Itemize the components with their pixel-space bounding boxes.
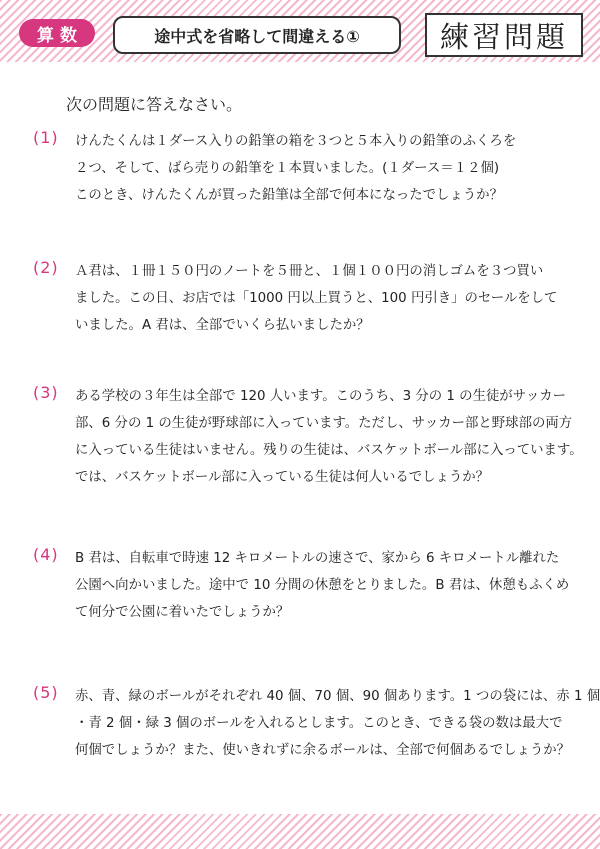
subject-badge: 算数 xyxy=(19,19,95,47)
question-line: 公園へ向かいました。途中で 10 分間の休憩をとりました。B 君は、休憩もふくめ xyxy=(75,578,570,593)
question-line: いました。A 君は、全部でいくら払いましたか？ xyxy=(75,318,370,333)
question-line: ２つ、そして、ばら売りの鉛筆を１本買いました。(１ダース＝１２個) xyxy=(75,161,500,176)
question-text xyxy=(75,258,585,339)
question-text xyxy=(75,128,585,209)
worksheet-title: 途中式を省略して間違える① xyxy=(113,16,401,54)
question-line: B 君は、自転車で時速 12 キロメートルの速さで、家から 6 キロメートル離れた xyxy=(75,551,560,566)
exercise-label: 練習問題 xyxy=(425,13,583,57)
question-line: ました。この日、お店では「1000 円以上買うと、100 円引き」のセールをして xyxy=(75,291,558,306)
question-line: 部、6 分の 1 の生徒が野球部に入っています。ただし、サッカー部と野球部の両方 xyxy=(75,416,573,431)
question-text xyxy=(75,683,600,764)
question-line: けんたくんは１ダース入りの鉛筆の箱を３つと５本入りの鉛筆のふくろを xyxy=(75,134,517,149)
question-number: (1) xyxy=(33,128,59,147)
question-number: (5) xyxy=(33,683,59,702)
question-text xyxy=(75,545,585,626)
question-line: 赤、青、緑のボールがそれぞれ 40 個、70 個、90 個あります。1 つの袋には、赤 1 個 xyxy=(75,689,600,704)
question-line: このとき、けんたくんが買った鉛筆は全部で何本になったでしょうか？ xyxy=(75,188,503,203)
question-line: 何個でしょうか？また、使いきれずに余るボールは、全部で何個あるでしょうか？ xyxy=(75,743,571,758)
question-text xyxy=(75,383,585,491)
instruction-text: 次の問題に答えなさい。 xyxy=(66,95,243,114)
question-number: (3) xyxy=(33,383,59,402)
footer-stripe xyxy=(0,814,600,849)
question-line: て何分で公園に着いたでしょうか？ xyxy=(75,605,290,620)
question-line: では、バスケットボール部に入っている生徒は何人いるでしょうか？ xyxy=(75,470,490,485)
question-number: (2) xyxy=(33,258,59,277)
question-line: ・青 2 個・緑 3 個のボールを入れるとします。このとき、できる袋の数は最大で xyxy=(75,716,563,731)
question-number: (4) xyxy=(33,545,59,564)
question-line: Ａ君は、１冊１５０円のノートを５冊と、１個１００円の消しゴムを３つ買い xyxy=(75,264,544,279)
question-line: に入っている生徒はいません。残りの生徒は、バスケットボール部に入っています。 xyxy=(75,443,583,458)
question-line: ある学校の３年生は全部で 120 人います。このうち、3 分の 1 の生徒がサッカー xyxy=(75,389,567,404)
